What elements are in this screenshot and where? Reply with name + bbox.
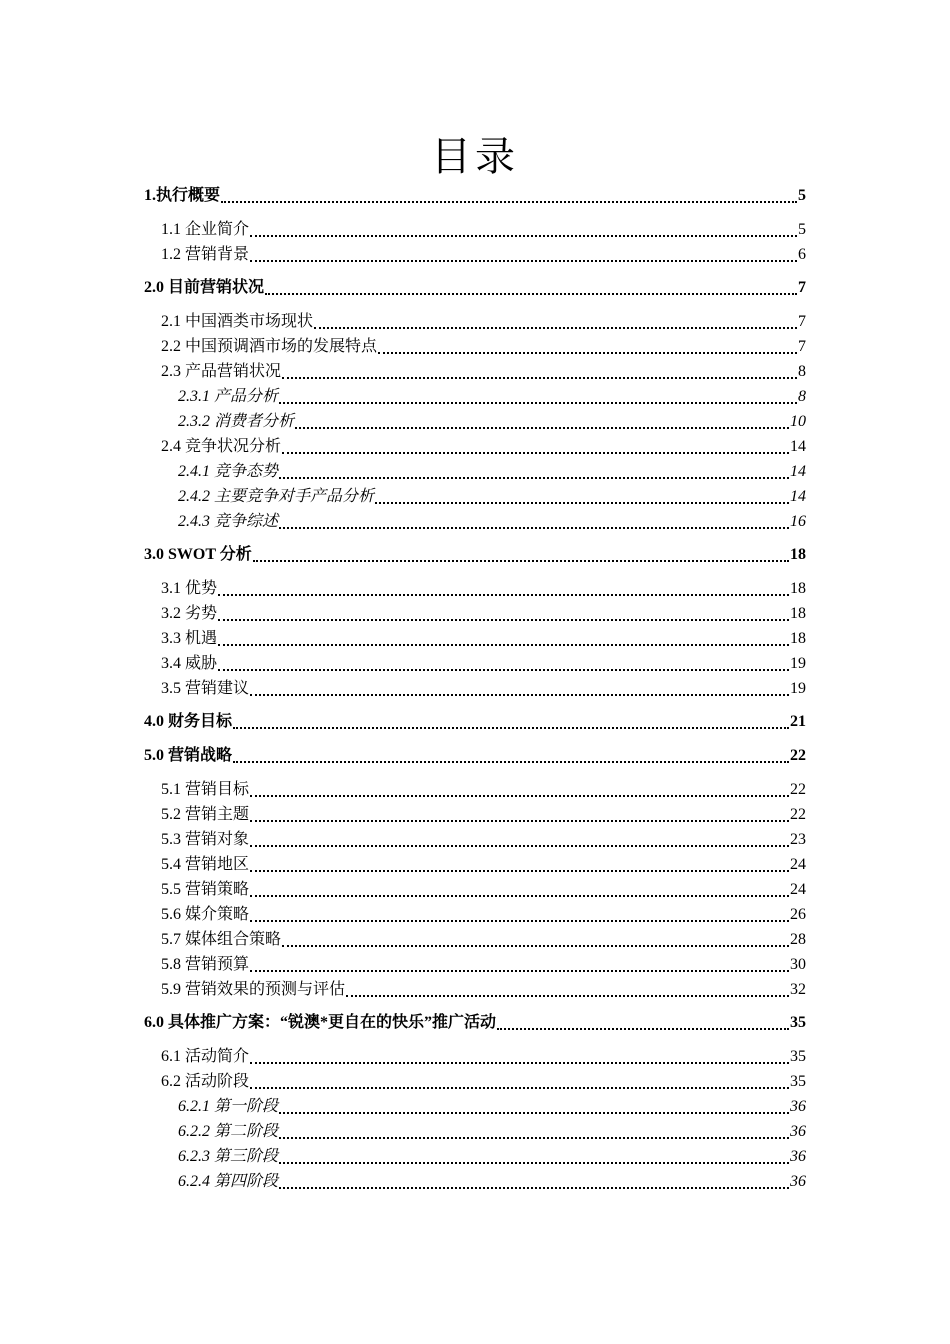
dot-leader: [250, 870, 789, 872]
toc-entry-page-number: 36: [790, 1123, 806, 1140]
toc-entry[interactable]: [144, 183, 806, 209]
toc-entry-label: 2.4.1 竞争态势: [178, 463, 279, 480]
dot-leader: [218, 619, 789, 621]
toc-entry-label: 3.0 SWOT 分析: [144, 546, 252, 563]
dot-leader: [282, 945, 789, 947]
toc-entry-label: 5.7 媒体组合策略: [161, 931, 282, 948]
toc-entry-page-number: 6: [798, 246, 806, 263]
toc-entry[interactable]: [144, 576, 806, 601]
toc-entry-label: 5.2 营销主题: [161, 806, 250, 823]
toc-entry-label: 5.9 营销效果的预测与评估: [161, 981, 346, 998]
dot-leader: [218, 644, 789, 646]
toc-entry-page-number: 14: [790, 438, 806, 455]
toc-entry-label: 5.1 营销目标: [161, 781, 250, 798]
toc-entry-label: 2.3.1 产品分析: [178, 388, 279, 405]
toc-entry[interactable]: [144, 601, 806, 626]
toc-entry-label: 5.8 营销预算: [161, 956, 250, 973]
toc-entry[interactable]: [144, 484, 806, 509]
toc-entry-page-number: 21: [790, 713, 806, 730]
toc-entry-page-number: 18: [790, 630, 806, 647]
toc-entry-page-number: 36: [790, 1173, 806, 1190]
toc-entry-label: 1.执行概要: [144, 187, 221, 204]
toc-entry[interactable]: [144, 743, 806, 769]
toc-entry[interactable]: [144, 651, 806, 676]
toc-entry-label: 6.2.3 第三阶段: [178, 1148, 279, 1165]
toc-entry-page-number: 22: [790, 747, 806, 764]
toc-entry-label: 2.3 产品营销状况: [161, 363, 282, 380]
toc-entry[interactable]: [144, 626, 806, 651]
toc-entry[interactable]: [144, 827, 806, 852]
toc-entry-label: 5.4 营销地区: [161, 856, 250, 873]
toc-entry[interactable]: [144, 509, 806, 534]
dot-leader: [250, 260, 797, 262]
toc-entry[interactable]: [144, 877, 806, 902]
toc-entry-label: 5.5 营销策略: [161, 881, 250, 898]
dot-leader: [279, 1187, 789, 1189]
toc-entry-label: 6.1 活动简介: [161, 1048, 250, 1065]
toc-entry[interactable]: [144, 852, 806, 877]
toc-entry-page-number: 7: [798, 313, 806, 330]
toc-entry[interactable]: [144, 777, 806, 802]
dot-leader: [279, 477, 789, 479]
toc-entry-page-number: 10: [790, 413, 806, 430]
toc-entry-label: 3.2 劣势: [161, 605, 218, 622]
toc-entry-page-number: 18: [790, 580, 806, 597]
toc-entry-page-number: 24: [790, 881, 806, 898]
toc-entry-page-number: 16: [790, 513, 806, 530]
dot-leader: [250, 694, 789, 696]
dot-leader: [378, 352, 797, 354]
toc-entry-page-number: 18: [790, 605, 806, 622]
toc-entry-page-number: 35: [790, 1073, 806, 1090]
toc-entry[interactable]: [144, 1044, 806, 1069]
toc-entry-label: 3.3 机遇: [161, 630, 218, 647]
toc-entry[interactable]: [144, 709, 806, 735]
toc-entry[interactable]: [144, 902, 806, 927]
toc-entry-label: 2.1 中国酒类市场现状: [161, 313, 314, 330]
toc-entry-label: 1.1 企业简介: [161, 221, 250, 238]
toc-entry-label: 6.2 活动阶段: [161, 1073, 250, 1090]
toc-entry[interactable]: [144, 242, 806, 267]
dot-leader: [282, 452, 789, 454]
toc-entry[interactable]: [144, 1169, 806, 1194]
dot-leader: [250, 895, 789, 897]
toc-entry-page-number: 28: [790, 931, 806, 948]
dot-leader: [233, 761, 789, 763]
toc-entry-label: 1.2 营销背景: [161, 246, 250, 263]
dot-leader: [218, 669, 789, 671]
dot-leader: [250, 235, 797, 237]
dot-leader: [250, 845, 789, 847]
dot-leader: [250, 820, 789, 822]
toc-entry[interactable]: [144, 359, 806, 384]
toc-entry-label: 6.2.1 第一阶段: [178, 1098, 279, 1115]
table-of-contents: [144, 183, 806, 1194]
toc-entry[interactable]: [144, 459, 806, 484]
toc-entry[interactable]: [144, 952, 806, 977]
toc-entry-label: 2.4.3 竞争综述: [178, 513, 279, 530]
dot-leader: [279, 1162, 789, 1164]
toc-entry-label: 2.3.2 消费者分析: [178, 413, 295, 430]
toc-entry[interactable]: [144, 802, 806, 827]
toc-entry[interactable]: [144, 275, 806, 301]
toc-entry-page-number: 8: [798, 363, 806, 380]
toc-entry-page-number: 35: [790, 1048, 806, 1065]
dot-leader: [233, 727, 789, 729]
toc-entry-label: 6.2.4 第四阶段: [178, 1173, 279, 1190]
toc-entry-label: 2.4.2 主要竞争对手产品分析: [178, 488, 375, 505]
dot-leader: [253, 560, 789, 562]
dot-leader: [497, 1028, 789, 1030]
toc-entry[interactable]: [144, 217, 806, 242]
dot-leader: [250, 970, 789, 972]
dot-leader: [218, 594, 789, 596]
toc-entry-page-number: 7: [798, 338, 806, 355]
toc-entry-page-number: 7: [798, 279, 806, 296]
toc-entry[interactable]: [144, 434, 806, 459]
toc-entry-label: 5.3 营销对象: [161, 831, 250, 848]
toc-entry-label: 5.0 营销战略: [144, 747, 233, 764]
dot-leader: [265, 293, 797, 295]
toc-entry-label: 2.0 目前营销状况: [144, 279, 265, 296]
dot-leader: [250, 795, 789, 797]
toc-entry-label: 3.5 营销建议: [161, 680, 250, 697]
toc-entry-label: 2.2 中国预调酒市场的发展特点: [161, 338, 378, 355]
toc-entry[interactable]: [144, 334, 806, 359]
dot-leader: [279, 1112, 789, 1114]
toc-entry[interactable]: [144, 1094, 806, 1119]
toc-entry-page-number: 8: [798, 388, 806, 405]
toc-entry-page-number: 36: [790, 1148, 806, 1165]
toc-entry-label: 3.4 威胁: [161, 655, 218, 672]
dot-leader: [295, 427, 789, 429]
toc-entry-page-number: 19: [790, 680, 806, 697]
toc-entry-page-number: 14: [790, 488, 806, 505]
dot-leader: [279, 1137, 789, 1139]
toc-entry-page-number: 22: [790, 806, 806, 823]
toc-entry-page-number: 5: [798, 187, 806, 204]
toc-entry-label: 6.0 具体推广方案：“锐澳*更自在的快乐”推广活动: [144, 1014, 497, 1031]
toc-entry-label: 5.6 媒介策略: [161, 906, 250, 923]
toc-entry-page-number: 23: [790, 831, 806, 848]
toc-entry-label: 3.1 优势: [161, 580, 218, 597]
toc-entry-page-number: 18: [790, 546, 806, 563]
toc-entry-page-number: 30: [790, 956, 806, 973]
toc-entry[interactable]: [144, 384, 806, 409]
toc-entry-page-number: 36: [790, 1098, 806, 1115]
page-title: 目录: [431, 134, 519, 180]
dot-leader: [314, 327, 797, 329]
toc-entry[interactable]: [144, 542, 806, 568]
toc-entry[interactable]: [144, 409, 806, 434]
toc-entry[interactable]: [144, 309, 806, 334]
toc-entry[interactable]: [144, 1144, 806, 1169]
toc-entry[interactable]: [144, 1119, 806, 1144]
dot-leader: [375, 502, 789, 504]
dot-leader: [282, 377, 797, 379]
toc-entry[interactable]: [144, 1010, 806, 1036]
toc-entry-page-number: 35: [790, 1014, 806, 1031]
toc-entry-page-number: 14: [790, 463, 806, 480]
toc-entry-page-number: 19: [790, 655, 806, 672]
dot-leader: [250, 1062, 789, 1064]
toc-entry[interactable]: [144, 927, 806, 952]
dot-leader: [346, 995, 789, 997]
toc-entry-label: 4.0 财务目标: [144, 713, 233, 730]
dot-leader: [250, 920, 789, 922]
toc-entry-page-number: 26: [790, 906, 806, 923]
dot-leader: [279, 527, 789, 529]
toc-entry-label: 2.4 竞争状况分析: [161, 438, 282, 455]
toc-entry-page-number: 5: [798, 221, 806, 238]
dot-leader: [279, 402, 797, 404]
toc-entry-page-number: 22: [790, 781, 806, 798]
toc-entry[interactable]: [144, 977, 806, 1002]
toc-entry[interactable]: [144, 676, 806, 701]
toc-entry-label: 6.2.2 第二阶段: [178, 1123, 279, 1140]
toc-entry[interactable]: [144, 1069, 806, 1094]
toc-entry-page-number: 24: [790, 856, 806, 873]
toc-entry-page-number: 32: [790, 981, 806, 998]
dot-leader: [250, 1087, 789, 1089]
dot-leader: [221, 201, 797, 203]
